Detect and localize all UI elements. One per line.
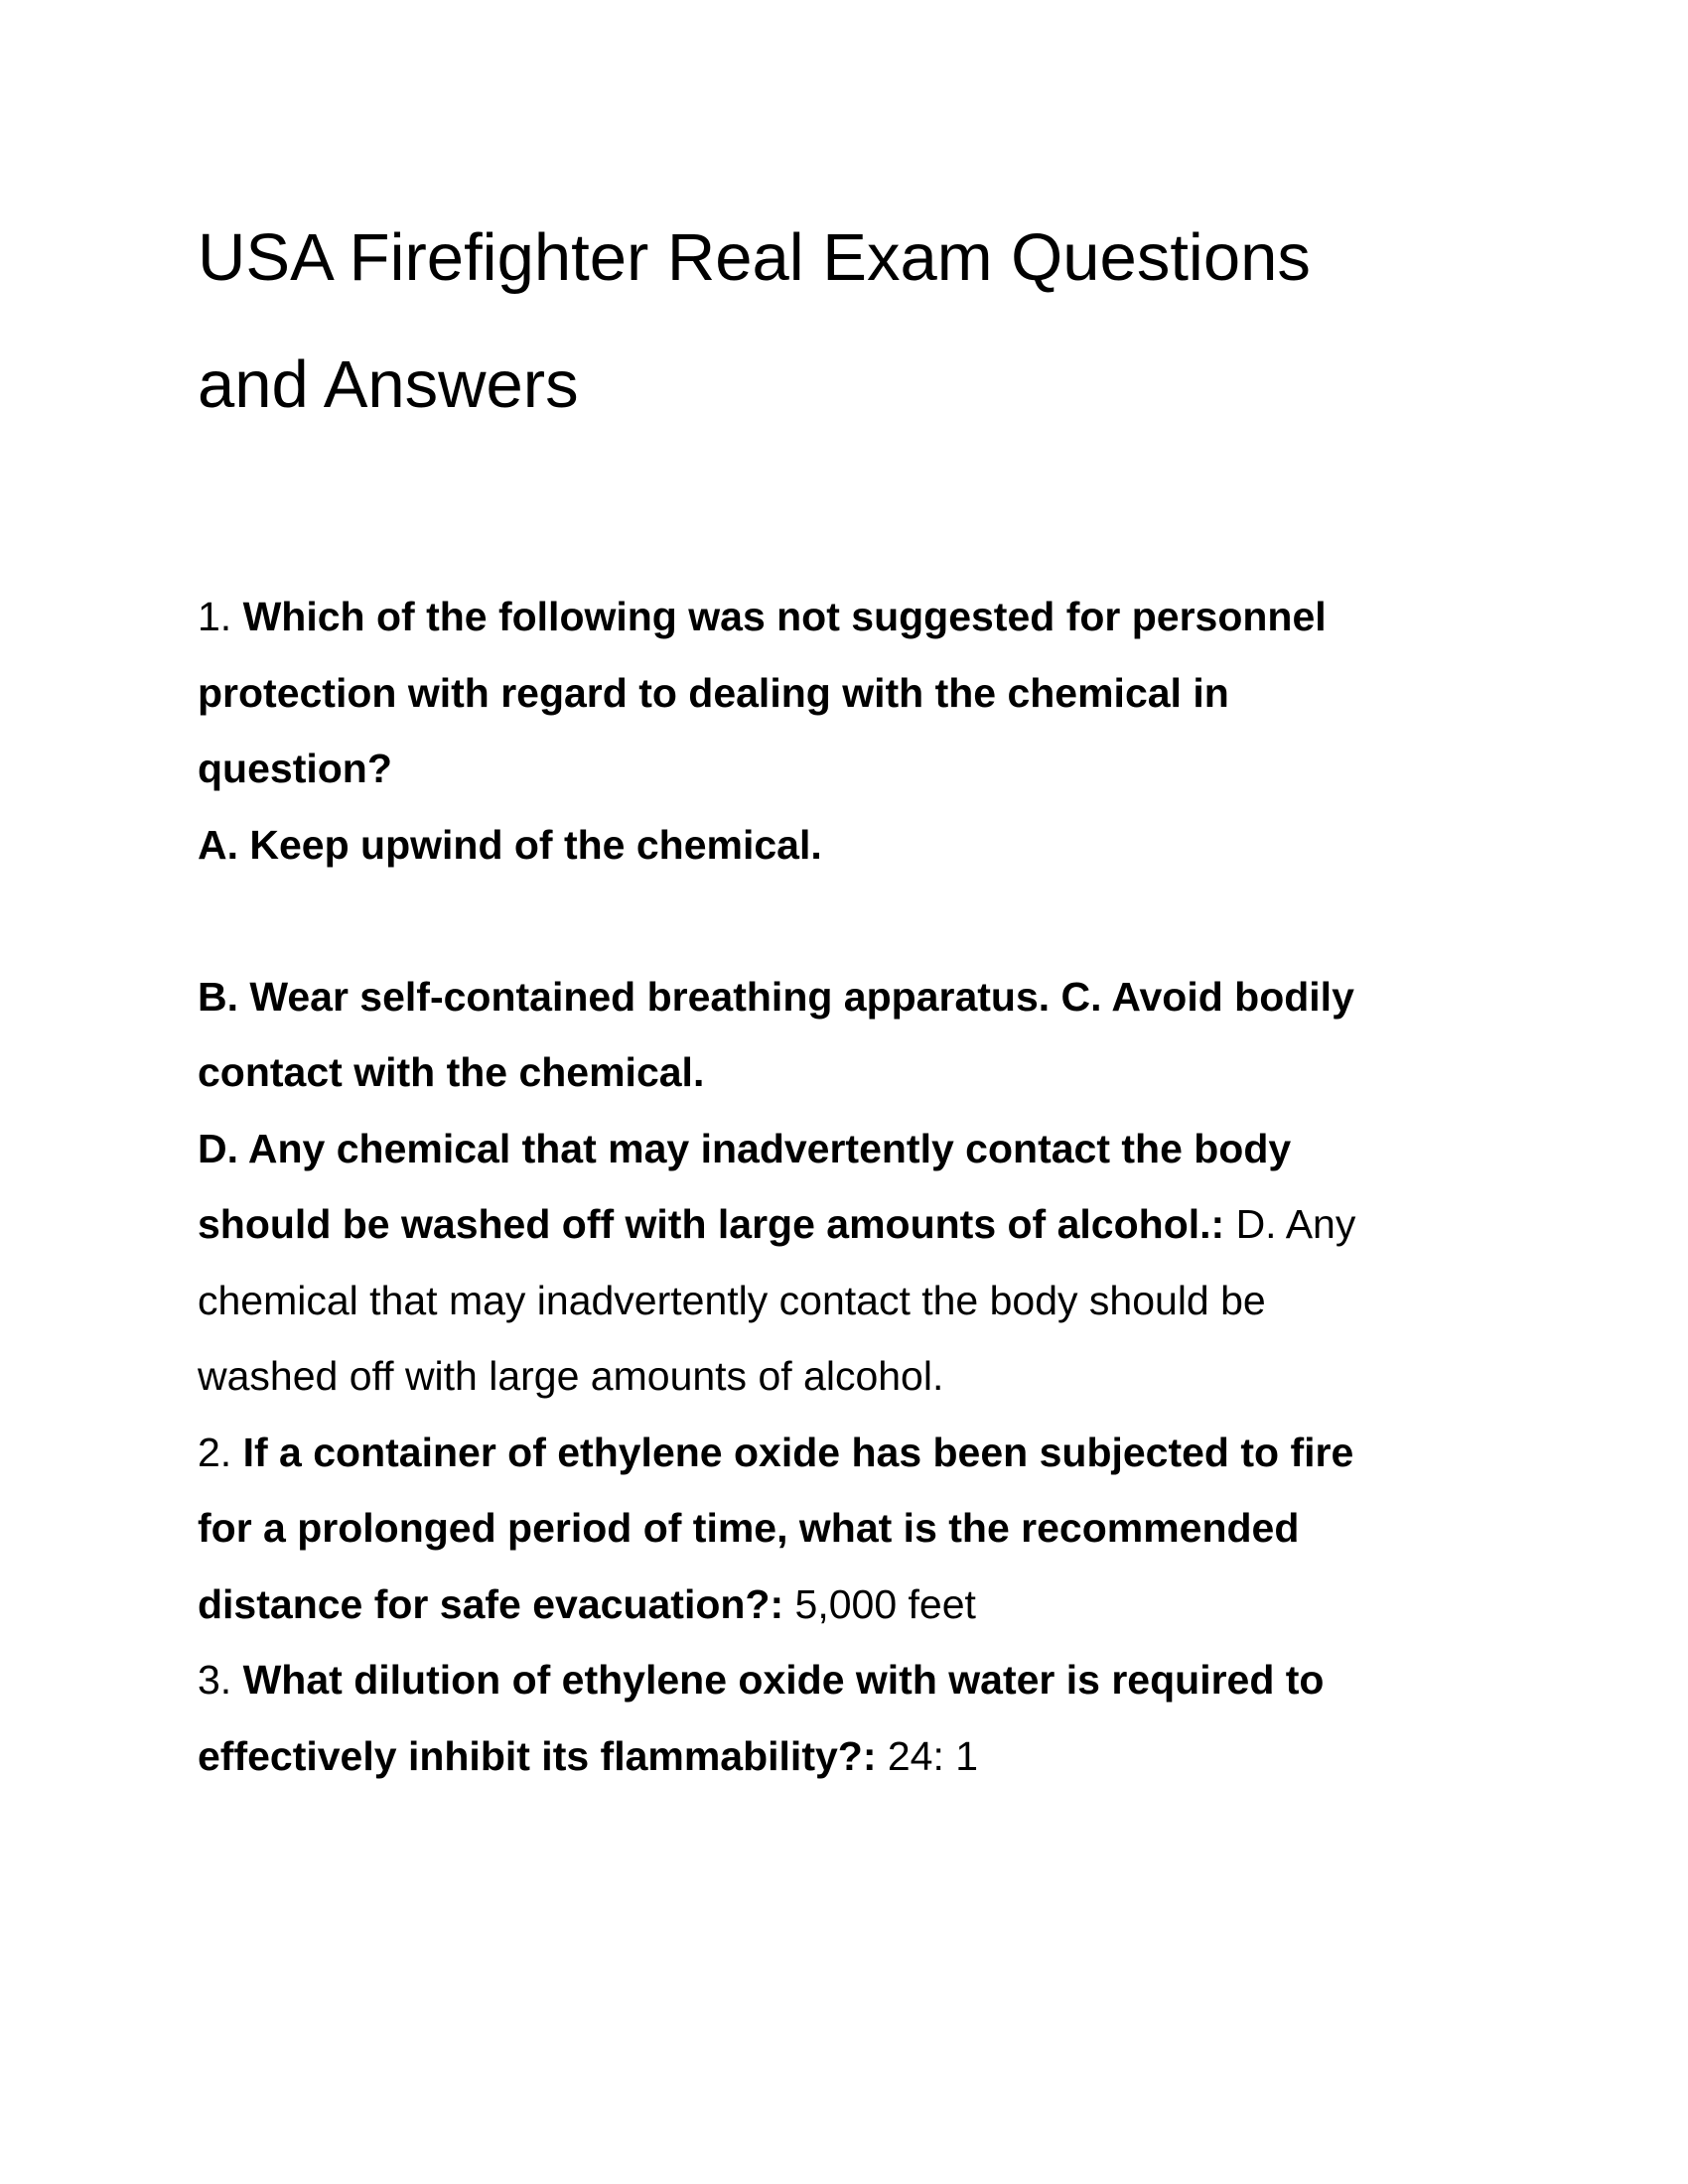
question-2-text-line-2: for a prolonged period of time, what is the recommended <box>198 1505 1300 1551</box>
question-1 <box>198 579 1498 1415</box>
question-1-text-line-3: question? <box>198 746 392 791</box>
question-1-option-d-line-1: D. Any chemical that may inadvertently contact the body <box>198 1125 1292 1171</box>
question-1-answer-line-1: D. Any <box>1235 1201 1356 1247</box>
question-1-answer-line-3: washed off with large amounts of alcohol. <box>198 1353 944 1399</box>
question-1-option-c-continued: contact with the chemical. <box>198 1049 705 1095</box>
question-3-number: 3. <box>198 1657 232 1703</box>
question-2-text-line-1: If a container of ethylene oxide has been subjected to fire <box>242 1429 1354 1475</box>
question-2-answer: 5,000 feet <box>794 1580 976 1627</box>
question-3-answer: 24: 1 <box>887 1732 979 1779</box>
question-2 <box>198 1415 1498 1643</box>
question-3-text-line-2: effectively inhibit its flammability?: <box>198 1732 877 1779</box>
question-3-text-line-1: What dilution of ethylene oxide with water is required to <box>242 1657 1325 1703</box>
title-line-1: USA Firefighter Real Exam Questions <box>198 220 1311 295</box>
question-3 <box>198 1642 1498 1794</box>
page-title <box>198 195 1488 449</box>
question-1-number: 1. <box>198 594 232 639</box>
question-1-text-line-2: protection with regard to dealing with the chemical in <box>198 669 1229 716</box>
question-1-option-d-line-2: should be washed off with large amounts of alcohol.: <box>198 1201 1225 1247</box>
title-line-2: and Answers <box>198 347 579 422</box>
question-2-text-line-3: distance for safe evacuation?: <box>198 1580 784 1627</box>
spacer <box>198 883 1498 959</box>
question-1-option-b-c: B. Wear self-contained breathing apparatus. C. Avoid bodily <box>198 973 1354 1020</box>
question-2-number: 2. <box>198 1429 232 1475</box>
question-1-text-line-1: Which of the following was not suggested for personnel <box>242 594 1327 639</box>
question-1-option-a: A. Keep upwind of the chemical. <box>198 821 822 868</box>
question-1-answer-line-2: chemical that may inadvertently contact the body should be <box>198 1277 1266 1323</box>
questions-content <box>198 579 1498 1794</box>
